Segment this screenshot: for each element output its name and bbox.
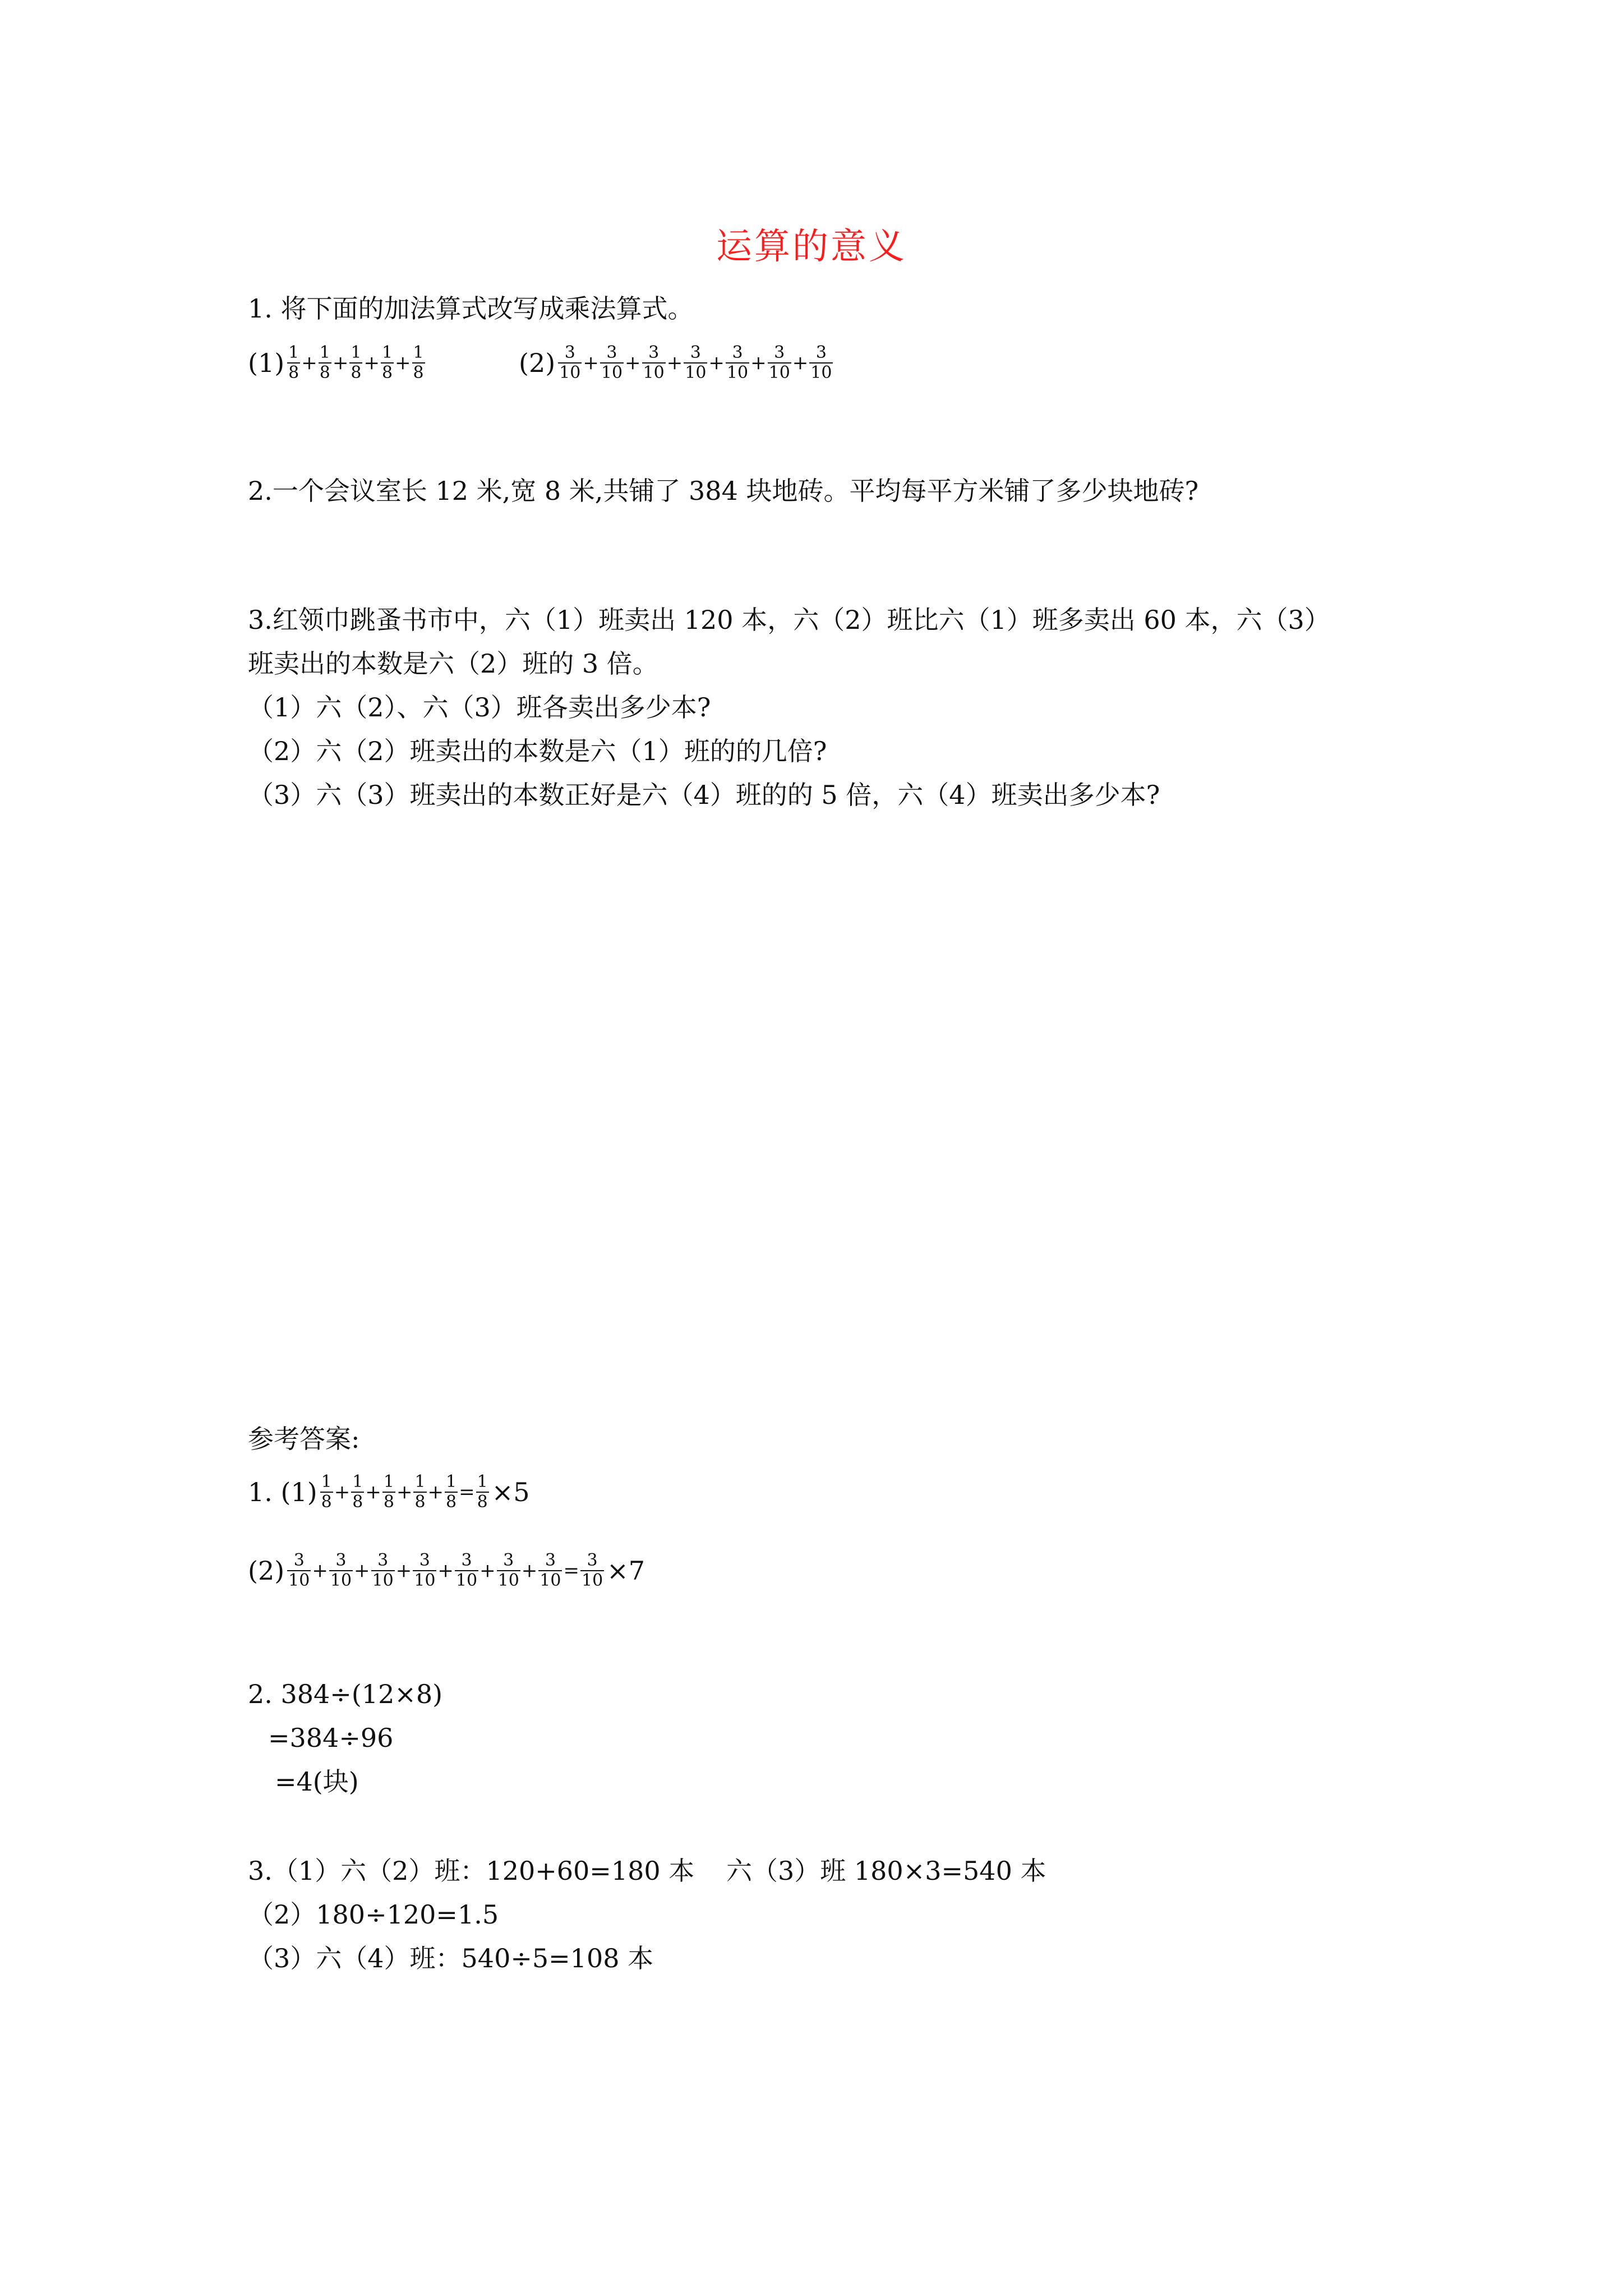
plus-sign: + (332, 352, 349, 374)
page-title: 运算的意义 (716, 226, 907, 268)
answer-1-part-1-label: 1. (1) (248, 1477, 317, 1507)
denominator: 10 (288, 1571, 310, 1590)
numerator: 1 (414, 1472, 426, 1492)
plus-sign: + (521, 1559, 538, 1582)
denominator: 10 (685, 363, 707, 383)
numerator: 3 (732, 343, 743, 362)
plus-sign: + (301, 352, 317, 374)
question-3-line-1: 3.红领巾跳蚤书市中，六（1）班卖出 120 本，六（2）班比六（1）班多卖出 60 本，六（3） (248, 605, 1330, 635)
answer-1-part-2 (248, 1551, 645, 1590)
question-3-sub-3: （3）六（3）班卖出的本数正好是六（4）班的的 5 倍，六（4）班卖出多少本? (248, 780, 1160, 810)
question-1-part-2-expression (519, 343, 833, 383)
plus-sign: + (708, 352, 725, 374)
plus-sign: + (583, 352, 599, 374)
question-1-part-2-label: (2) (519, 348, 556, 378)
numerator: 3 (503, 1550, 514, 1570)
answer-3-line-2: （2）180÷120=1.5 (248, 1899, 499, 1930)
question-3-sub-2: （2）六（2）班卖出的本数是六（1）班的的几倍? (248, 736, 827, 766)
plus-sign: + (437, 1559, 454, 1582)
fraction (445, 1473, 458, 1512)
fraction (349, 343, 362, 383)
fraction (371, 1551, 395, 1590)
numerator: 1 (351, 343, 362, 362)
denominator: 8 (446, 1492, 457, 1512)
denominator: 10 (768, 363, 790, 383)
plus-sign: + (479, 1559, 496, 1582)
fraction (726, 343, 749, 383)
fraction (768, 343, 791, 383)
plus-sign: + (666, 352, 683, 374)
answer-2-line-3: =4(块) (275, 1766, 359, 1797)
question-1-text: 1. 将下面的加法算式改写成乘法算式。 (248, 293, 694, 324)
answer-3-line-3: （3）六（4）班：540÷5=108 本 (248, 1943, 654, 1973)
numerator: 3 (648, 343, 660, 362)
denominator: 10 (372, 1571, 394, 1590)
denominator: 10 (330, 1571, 352, 1590)
numerator: 1 (446, 1472, 457, 1492)
plus-sign: + (354, 1559, 370, 1582)
denominator: 10 (414, 1571, 436, 1590)
plus-sign: + (625, 352, 641, 374)
answer-2-line-1: 2. 384÷(12×8) (248, 1679, 443, 1709)
denominator: 10 (455, 1571, 478, 1590)
numerator: 3 (564, 343, 575, 362)
numerator: 1 (352, 1472, 363, 1492)
numerator: 3 (774, 343, 785, 362)
numerator: 3 (461, 1550, 472, 1570)
question-3-line-2: 班卖出的本数是六（2）班的 3 倍。 (248, 648, 658, 679)
question-1-part-1-expression (248, 343, 426, 383)
result-fraction: $\frac{1}{8}$ (477, 1472, 488, 1512)
plus-sign: + (334, 1481, 351, 1503)
answer-1-part-2-tail: ×7 (607, 1556, 645, 1586)
fraction (538, 1551, 562, 1590)
fraction (287, 1551, 311, 1590)
fraction (319, 343, 331, 383)
denominator: 8 (288, 363, 299, 383)
result-fraction: $\frac{3}{10}$ (581, 1550, 603, 1590)
fraction (558, 343, 582, 383)
numerator: 1 (321, 1472, 332, 1492)
fraction (455, 1551, 478, 1590)
denominator: 10 (643, 363, 665, 383)
plus-sign: + (312, 1559, 328, 1582)
fraction (351, 1473, 364, 1512)
numerator: 3 (545, 1550, 556, 1570)
fraction-sum (320, 1473, 458, 1512)
fraction (412, 343, 425, 383)
answer-3-line-1b: 六（3）班 180×3=540 本 (726, 1856, 1046, 1886)
denominator: 10 (726, 363, 749, 383)
numerator: 3 (293, 1550, 305, 1570)
numerator: 1 (381, 343, 393, 362)
question-3-sub-1: （1）六（2）、六（3）班各卖出多少本? (248, 692, 711, 723)
fraction (329, 1551, 353, 1590)
fraction (413, 1473, 426, 1512)
answers-heading: 参考答案: (248, 1424, 360, 1454)
denominator: 8 (352, 1492, 363, 1512)
numerator: 3 (690, 343, 701, 362)
answer-1-part-1-tail: ×5 (491, 1477, 530, 1507)
numerator: 1 (288, 343, 299, 362)
fraction (287, 343, 300, 383)
denominator: 10 (810, 363, 832, 383)
numerator: 1 (319, 343, 330, 362)
fraction-sum (287, 1551, 562, 1590)
fraction (381, 343, 394, 383)
denominator: 8 (319, 363, 330, 383)
fraction (320, 1473, 333, 1512)
fraction (497, 1551, 520, 1590)
equals-sign: = (459, 1481, 475, 1503)
fraction (382, 1473, 395, 1512)
denominator: 8 (414, 1492, 426, 1512)
fraction (600, 343, 624, 383)
answer-1-part-1 (248, 1473, 530, 1512)
numerator: 1 (413, 343, 424, 362)
plus-sign: + (363, 352, 380, 374)
plus-sign: + (395, 352, 411, 374)
numerator: 3 (377, 1550, 389, 1570)
numerator: 3 (815, 343, 827, 362)
plus-sign: + (365, 1481, 381, 1503)
plus-sign: + (395, 1559, 412, 1582)
fraction (684, 343, 707, 383)
plus-sign: + (792, 352, 809, 374)
denominator: 10 (540, 1571, 561, 1590)
plus-sign: + (427, 1481, 444, 1503)
numerator: 3 (419, 1550, 430, 1570)
question-1-part-1-label: (1) (248, 348, 285, 378)
numerator: 3 (606, 343, 617, 362)
fraction-sum (287, 343, 425, 383)
numerator: 3 (335, 1550, 347, 1570)
denominator: 8 (381, 363, 393, 383)
denominator: 8 (351, 363, 362, 383)
answer-3-line-1a: 3.（1）六（2）班：120+60=180 本 (248, 1856, 695, 1886)
denominator: 8 (321, 1492, 332, 1512)
question-2-text: 2.一个会议室长 12 米,宽 8 米,共铺了 384 块地砖。平均每平方米铺了多少块地砖? (248, 476, 1199, 506)
denominator: 10 (497, 1571, 519, 1590)
equals-sign: = (563, 1559, 579, 1582)
fraction (413, 1551, 436, 1590)
answer-2-line-2: =384÷96 (268, 1723, 394, 1753)
fraction-sum (557, 343, 833, 383)
fraction (809, 343, 833, 383)
fraction (642, 343, 666, 383)
denominator: 10 (559, 363, 581, 383)
plus-sign: + (396, 1481, 413, 1503)
numerator: 1 (383, 1472, 394, 1492)
denominator: 8 (413, 363, 424, 383)
denominator: 10 (601, 363, 623, 383)
denominator: 8 (383, 1492, 394, 1512)
answer-1-part-2-label: (2) (248, 1556, 285, 1586)
plus-sign: + (750, 352, 767, 374)
